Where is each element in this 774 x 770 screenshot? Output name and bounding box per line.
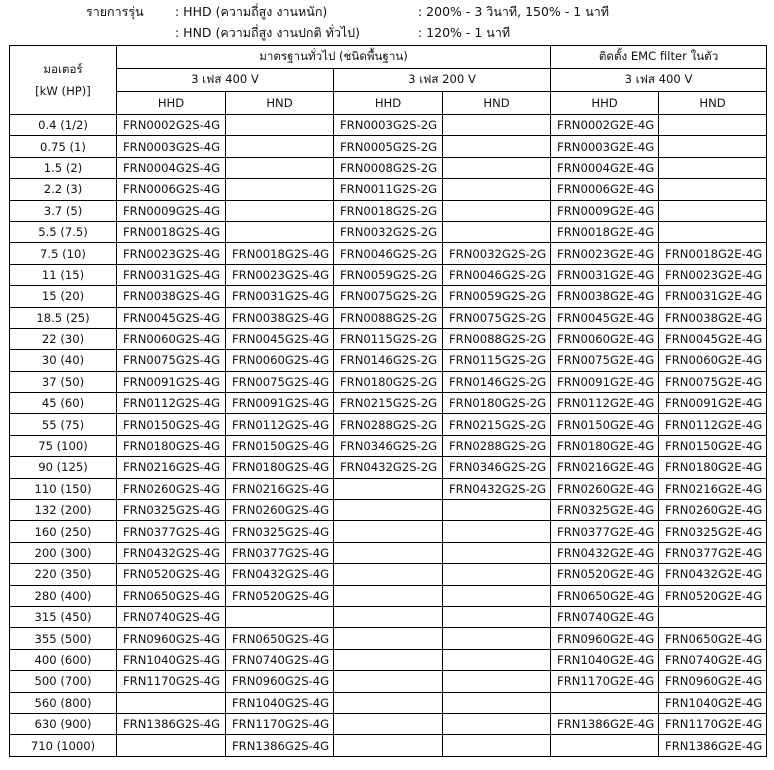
voltage-header-200v-standard: 3 เฟส 200 V (334, 69, 551, 92)
model-code-cell: FRN0018G2S-4G (117, 221, 226, 242)
model-code-cell: FRN0146G2S-2G (334, 350, 443, 371)
model-code-cell (659, 200, 767, 221)
model-code-cell: FRN0960G2S-4G (226, 671, 334, 692)
model-code-cell: FRN0112G2E-4G (659, 414, 767, 435)
model-code-cell: FRN0288G2S-2G (334, 414, 443, 435)
model-code-cell: FRN0060G2S-4G (117, 328, 226, 349)
table-row (10, 457, 767, 478)
model-code-cell (334, 692, 443, 713)
header-row-groups (10, 46, 767, 69)
model-code-cell: FRN0650G2E-4G (551, 585, 659, 606)
motor-rating-cell: 630 (900) (10, 713, 117, 734)
group-header-emc: ติดตั้ง EMC filter ในตัว (551, 46, 767, 69)
model-code-cell (334, 606, 443, 627)
model-code-cell (334, 585, 443, 606)
table-row (10, 542, 767, 563)
table-row (10, 435, 767, 456)
model-code-cell: FRN0060G2S-4G (226, 350, 334, 371)
model-code-cell (659, 179, 767, 200)
model-code-cell: FRN0180G2S-4G (226, 457, 334, 478)
voltage-header-400v-emc: 3 เฟส 400 V (551, 69, 767, 92)
model-code-cell: FRN0018G2E-4G (659, 243, 767, 264)
motor-rating-cell: 0.75 (1) (10, 136, 117, 157)
model-code-cell (443, 115, 551, 136)
model-code-cell: FRN0018G2S-2G (334, 200, 443, 221)
model-code-cell (443, 628, 551, 649)
model-code-cell: FRN0018G2E-4G (551, 221, 659, 242)
model-code-cell (226, 115, 334, 136)
motor-header (10, 46, 117, 115)
motor-rating-cell: 1.5 (2) (10, 157, 117, 178)
model-code-cell: FRN0046G2S-2G (334, 243, 443, 264)
model-code-cell: FRN0038G2E-4G (659, 307, 767, 328)
model-code-cell (443, 500, 551, 521)
model-code-cell: FRN0023G2S-4G (117, 243, 226, 264)
model-code-cell (443, 713, 551, 734)
duty-header: HHD (551, 92, 659, 115)
model-code-cell: FRN0075G2E-4G (659, 371, 767, 392)
motor-rating-cell: 15 (20) (10, 286, 117, 307)
model-code-cell (443, 179, 551, 200)
table-row (10, 628, 767, 649)
motor-rating-cell: 5.5 (7.5) (10, 221, 117, 242)
model-code-cell: FRN0960G2E-4G (659, 671, 767, 692)
table-row (10, 606, 767, 627)
inverter-model-table (9, 45, 767, 757)
motor-rating-cell: 30 (40) (10, 350, 117, 371)
table-row (10, 478, 767, 499)
model-code-cell: FRN0032G2S-2G (334, 221, 443, 242)
model-code-cell: FRN0520G2S-4G (117, 564, 226, 585)
model-code-cell: FRN1170G2S-4G (226, 713, 334, 734)
model-code-cell: FRN0325G2E-4G (659, 521, 767, 542)
model-code-cell: FRN0045G2S-4G (117, 307, 226, 328)
model-code-cell: FRN0031G2E-4G (551, 264, 659, 285)
model-code-cell: FRN0150G2E-4G (551, 414, 659, 435)
motor-rating-cell: 132 (200) (10, 500, 117, 521)
model-code-cell: FRN0002G2E-4G (551, 115, 659, 136)
model-code-cell: FRN0216G2E-4G (659, 478, 767, 499)
model-code-cell (334, 521, 443, 542)
model-code-cell: FRN0003G2S-2G (334, 115, 443, 136)
model-code-cell (334, 564, 443, 585)
model-code-cell: FRN0060G2E-4G (659, 350, 767, 371)
group-header-standard: มาตรฐานทั่วไป (ชนิดพื้นฐาน) (117, 46, 551, 69)
model-code-cell: FRN0059G2S-2G (443, 286, 551, 307)
model-code-cell (334, 478, 443, 499)
motor-rating-cell: 7.5 (10) (10, 243, 117, 264)
motor-rating-cell: 200 (300) (10, 542, 117, 563)
model-code-cell: FRN1386G2E-4G (659, 735, 767, 756)
model-code-cell: FRN0180G2E-4G (659, 457, 767, 478)
model-code-cell (334, 735, 443, 756)
model-code-cell: FRN0023G2E-4G (659, 264, 767, 285)
table-row (10, 500, 767, 521)
table-row (10, 115, 767, 136)
model-legend (0, 0, 774, 45)
motor-rating-cell: 90 (125) (10, 457, 117, 478)
motor-rating-cell: 110 (150) (10, 478, 117, 499)
model-code-cell: FRN0115G2S-2G (334, 328, 443, 349)
table-row (10, 243, 767, 264)
model-code-cell: FRN0288G2S-2G (443, 435, 551, 456)
motor-rating-cell: 400 (600) (10, 649, 117, 670)
table-row (10, 328, 767, 349)
model-code-cell: FRN0031G2S-4G (226, 286, 334, 307)
model-code-cell: FRN1170G2E-4G (659, 713, 767, 734)
model-code-cell (117, 735, 226, 756)
model-code-cell (659, 115, 767, 136)
model-code-cell: FRN0038G2E-4G (551, 286, 659, 307)
table-row (10, 692, 767, 713)
model-code-cell (443, 606, 551, 627)
header-row-voltage (10, 69, 767, 92)
model-code-cell: FRN0006G2S-4G (117, 179, 226, 200)
model-code-cell: FRN0432G2S-2G (443, 478, 551, 499)
duty-header: HHD (117, 92, 226, 115)
model-code-cell: FRN0432G2S-4G (226, 564, 334, 585)
motor-rating-cell: 11 (15) (10, 264, 117, 285)
table-row (10, 350, 767, 371)
model-code-cell (226, 221, 334, 242)
model-code-cell: FRN0006G2E-4G (551, 179, 659, 200)
model-code-cell (443, 200, 551, 221)
model-code-cell: FRN0059G2S-2G (334, 264, 443, 285)
model-code-cell: FRN1040G2E-4G (551, 649, 659, 670)
motor-rating-cell: 560 (800) (10, 692, 117, 713)
model-code-cell: FRN0112G2S-4G (117, 393, 226, 414)
model-code-cell (226, 157, 334, 178)
model-code-cell: FRN0088G2S-2G (443, 328, 551, 349)
model-code-cell: FRN0002G2S-4G (117, 115, 226, 136)
model-code-cell: FRN0008G2S-2G (334, 157, 443, 178)
table-row (10, 564, 767, 585)
model-code-cell: FRN0003G2E-4G (551, 136, 659, 157)
legend-label: รายการรุ่น (86, 4, 144, 19)
model-code-cell (443, 542, 551, 563)
model-code-cell: FRN0520G2E-4G (551, 564, 659, 585)
model-code-cell: FRN0150G2S-4G (117, 414, 226, 435)
model-code-cell: FRN0346G2S-2G (443, 457, 551, 478)
model-code-cell: FRN0075G2S-2G (443, 307, 551, 328)
model-code-cell: FRN0060G2E-4G (551, 328, 659, 349)
model-code-cell: FRN0260G2S-4G (226, 500, 334, 521)
table-row (10, 671, 767, 692)
table-row (10, 649, 767, 670)
model-code-cell (443, 157, 551, 178)
motor-rating-cell: 355 (500) (10, 628, 117, 649)
motor-rating-cell: 710 (1000) (10, 735, 117, 756)
model-code-cell: FRN0075G2S-2G (334, 286, 443, 307)
model-code-cell: FRN0150G2E-4G (659, 435, 767, 456)
model-code-cell: FRN0216G2S-4G (226, 478, 334, 499)
table-row (10, 414, 767, 435)
table-body (10, 115, 767, 757)
model-code-cell: FRN0091G2E-4G (551, 371, 659, 392)
model-code-cell: FRN0180G2S-4G (117, 435, 226, 456)
model-code-cell (551, 692, 659, 713)
model-code-cell (443, 692, 551, 713)
model-code-cell (659, 606, 767, 627)
model-code-cell: FRN1386G2S-4G (226, 735, 334, 756)
model-code-cell: FRN0432G2S-2G (334, 457, 443, 478)
model-code-cell (443, 585, 551, 606)
model-code-cell: FRN0091G2S-4G (226, 393, 334, 414)
duty-header: HND (659, 92, 767, 115)
model-code-cell: FRN1170G2E-4G (551, 671, 659, 692)
motor-rating-cell: 315 (450) (10, 606, 117, 627)
table-row (10, 307, 767, 328)
model-code-cell: FRN0260G2S-4G (117, 478, 226, 499)
model-code-cell: FRN0150G2S-4G (226, 435, 334, 456)
model-code-cell: FRN0325G2E-4G (551, 500, 659, 521)
motor-rating-cell: 2.2 (3) (10, 179, 117, 200)
model-code-cell: FRN0740G2S-4G (226, 649, 334, 670)
model-code-cell: FRN0091G2E-4G (659, 393, 767, 414)
model-code-cell (334, 628, 443, 649)
model-code-cell: FRN0009G2E-4G (551, 200, 659, 221)
model-code-cell: FRN0031G2S-4G (117, 264, 226, 285)
model-code-cell: FRN0650G2S-4G (117, 585, 226, 606)
model-code-cell: FRN0520G2E-4G (659, 585, 767, 606)
model-code-cell (659, 157, 767, 178)
model-code-cell: FRN0032G2S-2G (443, 243, 551, 264)
model-code-cell: FRN0650G2S-4G (226, 628, 334, 649)
model-code-cell: FRN0038G2S-4G (117, 286, 226, 307)
model-code-cell: FRN0031G2E-4G (659, 286, 767, 307)
model-code-cell: FRN0960G2S-4G (117, 628, 226, 649)
table-row (10, 179, 767, 200)
table-row (10, 286, 767, 307)
model-code-cell (659, 136, 767, 157)
model-code-cell: FRN0075G2S-4G (117, 350, 226, 371)
model-code-cell: FRN1040G2S-4G (117, 649, 226, 670)
model-code-cell: FRN0377G2S-4G (117, 521, 226, 542)
duty-header: HHD (334, 92, 443, 115)
model-code-cell: FRN0004G2S-4G (117, 157, 226, 178)
table-row (10, 713, 767, 734)
motor-rating-cell: 160 (250) (10, 521, 117, 542)
model-code-cell: FRN0520G2S-4G (226, 585, 334, 606)
model-code-cell (443, 735, 551, 756)
legend-model-hhd: : HHD (ความถี่สูง งานหนัก) (175, 4, 328, 19)
legend-model-hnd: : HND (ความถี่สูง งานปกติ ทั่วไป) (175, 25, 360, 40)
model-code-cell: FRN0215G2S-2G (334, 393, 443, 414)
model-code-cell: FRN0260G2E-4G (659, 500, 767, 521)
table-row (10, 371, 767, 392)
duty-header: HND (443, 92, 551, 115)
motor-header-label: มอเตอร์ (43, 62, 83, 76)
model-code-cell: FRN1040G2S-4G (226, 692, 334, 713)
model-code-cell: FRN0377G2E-4G (659, 542, 767, 563)
motor-rating-cell: 0.4 (1/2) (10, 115, 117, 136)
model-code-cell: FRN0023G2S-4G (226, 264, 334, 285)
model-code-cell (551, 735, 659, 756)
model-code-cell: FRN0003G2S-4G (117, 136, 226, 157)
model-code-cell: FRN0038G2S-4G (226, 307, 334, 328)
model-code-cell (334, 713, 443, 734)
model-code-cell: FRN0046G2S-2G (443, 264, 551, 285)
voltage-header-400v-standard: 3 เฟส 400 V (117, 69, 334, 92)
table-row (10, 221, 767, 242)
motor-rating-cell: 280 (400) (10, 585, 117, 606)
model-code-cell: FRN0325G2S-4G (226, 521, 334, 542)
model-code-cell: FRN0325G2S-4G (117, 500, 226, 521)
model-code-cell: FRN0432G2S-4G (117, 542, 226, 563)
model-code-cell: FRN0432G2E-4G (551, 542, 659, 563)
model-code-cell (659, 221, 767, 242)
model-code-cell: FRN0075G2E-4G (551, 350, 659, 371)
model-code-cell (443, 671, 551, 692)
model-code-cell: FRN0115G2S-2G (443, 350, 551, 371)
model-code-cell: FRN1386G2E-4G (551, 713, 659, 734)
table-row (10, 200, 767, 221)
model-code-cell: FRN0180G2E-4G (551, 435, 659, 456)
model-code-cell (226, 179, 334, 200)
table-row (10, 157, 767, 178)
motor-rating-cell: 18.5 (25) (10, 307, 117, 328)
model-code-cell: FRN0088G2S-2G (334, 307, 443, 328)
table-row (10, 735, 767, 756)
table-row (10, 136, 767, 157)
model-code-cell: FRN0011G2S-2G (334, 179, 443, 200)
model-code-cell: FRN0216G2E-4G (551, 457, 659, 478)
table-row (10, 585, 767, 606)
model-code-cell: FRN0377G2E-4G (551, 521, 659, 542)
model-code-cell: FRN1170G2S-4G (117, 671, 226, 692)
motor-rating-cell: 45 (60) (10, 393, 117, 414)
model-code-cell (226, 606, 334, 627)
model-code-cell (334, 649, 443, 670)
legend-overload-hhd: : 200% - 3 วินาที, 150% - 1 นาที (418, 4, 609, 19)
motor-rating-cell: 500 (700) (10, 671, 117, 692)
model-code-cell: FRN0075G2S-4G (226, 371, 334, 392)
model-code-cell: FRN1386G2S-4G (117, 713, 226, 734)
legend-row-hhd (0, 2, 774, 22)
model-code-cell: FRN0005G2S-2G (334, 136, 443, 157)
model-code-cell (443, 564, 551, 585)
model-code-cell (443, 136, 551, 157)
model-code-cell: FRN0346G2S-2G (334, 435, 443, 456)
table-row (10, 521, 767, 542)
header-row-duty (10, 92, 767, 115)
model-code-cell (443, 649, 551, 670)
model-code-cell: FRN0018G2S-4G (226, 243, 334, 264)
table-row (10, 393, 767, 414)
model-code-cell (443, 521, 551, 542)
motor-rating-cell: 3.7 (5) (10, 200, 117, 221)
table-row (10, 264, 767, 285)
model-code-cell (226, 200, 334, 221)
model-code-cell: FRN0740G2E-4G (551, 606, 659, 627)
model-code-cell: FRN0004G2E-4G (551, 157, 659, 178)
duty-header: HND (226, 92, 334, 115)
model-code-cell: FRN0091G2S-4G (117, 371, 226, 392)
model-code-cell: FRN0740G2S-4G (117, 606, 226, 627)
model-code-cell: FRN0045G2E-4G (551, 307, 659, 328)
legend-overload-hnd: : 120% - 1 นาที (418, 25, 511, 40)
model-code-cell: FRN0216G2S-4G (117, 457, 226, 478)
model-code-cell: FRN0260G2E-4G (551, 478, 659, 499)
model-code-cell: FRN0650G2E-4G (659, 628, 767, 649)
motor-rating-cell: 75 (100) (10, 435, 117, 456)
motor-header-unit: [kW (HP)] (35, 84, 91, 98)
model-code-cell (443, 221, 551, 242)
model-code-cell: FRN1040G2E-4G (659, 692, 767, 713)
model-code-cell: FRN0432G2E-4G (659, 564, 767, 585)
motor-rating-cell: 55 (75) (10, 414, 117, 435)
model-code-cell (226, 136, 334, 157)
model-code-cell: FRN0180G2S-2G (334, 371, 443, 392)
model-code-cell (334, 542, 443, 563)
model-code-cell: FRN0146G2S-2G (443, 371, 551, 392)
model-code-cell: FRN0009G2S-4G (117, 200, 226, 221)
model-code-cell: FRN0045G2E-4G (659, 328, 767, 349)
model-code-cell: FRN0023G2E-4G (551, 243, 659, 264)
legend-row-hnd (0, 23, 774, 43)
motor-rating-cell: 22 (30) (10, 328, 117, 349)
model-code-cell: FRN0112G2E-4G (551, 393, 659, 414)
model-code-cell: FRN0215G2S-2G (443, 414, 551, 435)
model-code-cell (334, 500, 443, 521)
motor-rating-cell: 220 (350) (10, 564, 117, 585)
model-code-cell: FRN0377G2S-4G (226, 542, 334, 563)
model-code-cell: FRN0960G2E-4G (551, 628, 659, 649)
model-code-cell: FRN0740G2E-4G (659, 649, 767, 670)
model-code-cell: FRN0045G2S-4G (226, 328, 334, 349)
model-code-cell (117, 692, 226, 713)
motor-rating-cell: 37 (50) (10, 371, 117, 392)
model-code-cell (334, 671, 443, 692)
model-code-cell: FRN0112G2S-4G (226, 414, 334, 435)
model-code-cell: FRN0180G2S-2G (443, 393, 551, 414)
